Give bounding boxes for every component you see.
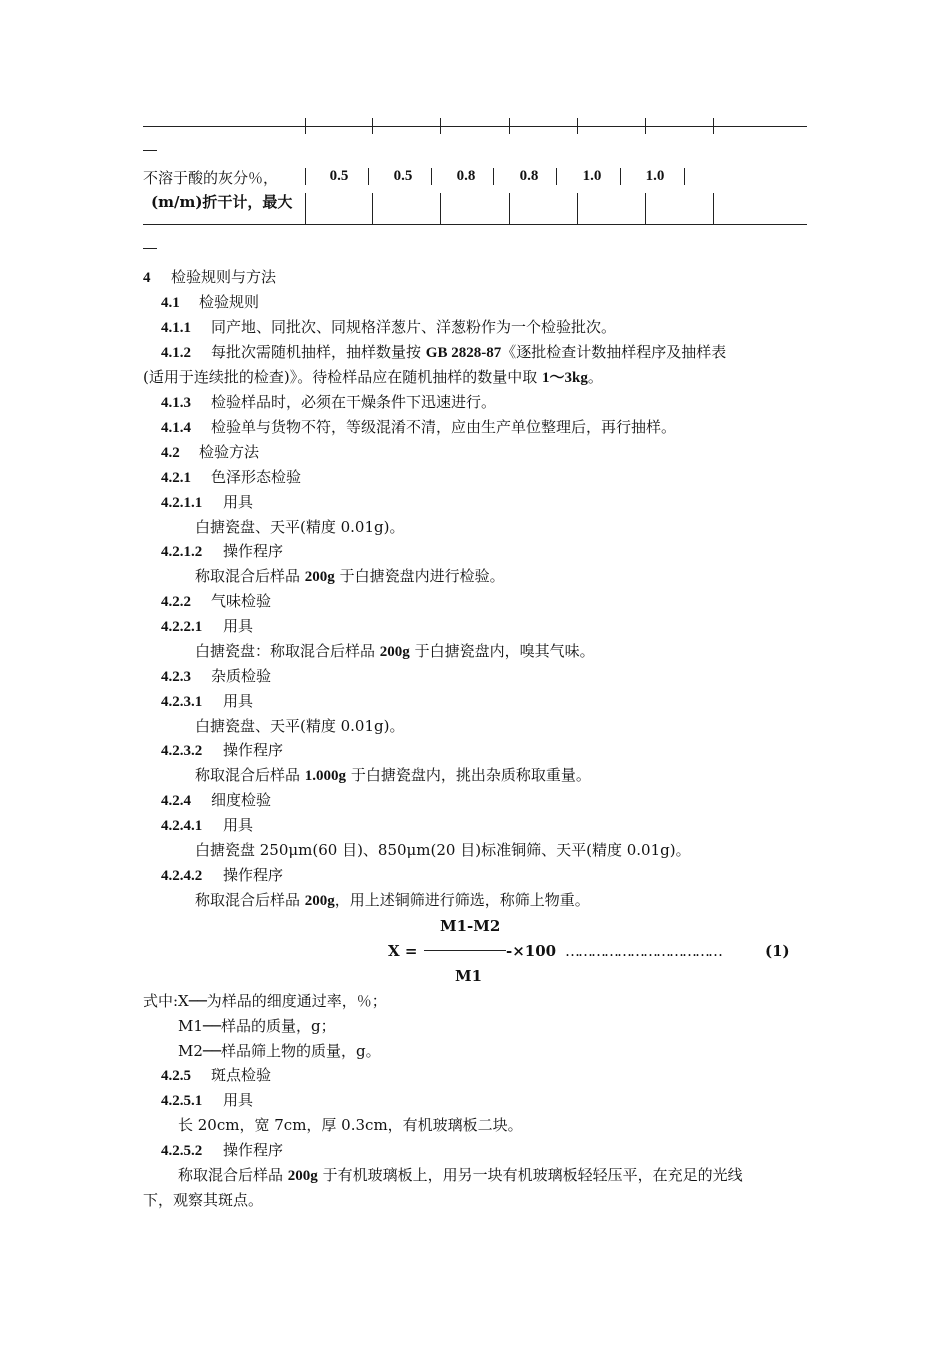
section-title: 操作程序 <box>223 866 284 884</box>
section-title: 色泽形态检验 <box>211 468 302 486</box>
heading-4-2-1-1 <box>161 492 253 513</box>
table-row-label-1: 不溶于酸的灰分％， <box>143 169 279 187</box>
para-text: 于白搪瓷盘内，挑出杂质称取重量。 <box>350 766 591 784</box>
table-tick <box>372 210 373 224</box>
heading-4-2-5 <box>161 1065 271 1086</box>
section-number: 4.1 <box>161 295 180 311</box>
amount: 1～3kg <box>542 370 588 386</box>
heading-4-1 <box>161 292 259 313</box>
table-rule-wrap-bottom <box>143 248 157 249</box>
para-procedure-5 <box>178 1165 743 1186</box>
section-number: 4.2.5.1 <box>161 1093 203 1109</box>
formula-rhs: -×100 <box>506 942 557 960</box>
formula-equation-number: (1) <box>765 942 790 960</box>
amount: 1.000g <box>304 768 347 784</box>
amount: 200g <box>304 569 335 585</box>
para-text: 称取混合后样品 <box>195 766 301 784</box>
para-text: 白搪瓷盘、天平(精度 0.01g)。 <box>195 717 405 735</box>
table-col-sep <box>493 168 494 185</box>
para-text: 。 <box>587 368 603 386</box>
amount: 200g <box>287 1168 318 1184</box>
table-cell-value: 1.0 <box>645 168 665 184</box>
heading-4-2-4-1 <box>161 815 253 836</box>
para-4-1-1 <box>161 317 616 338</box>
section-number: 4.2.4 <box>161 793 191 809</box>
para-tools-4 <box>195 840 691 860</box>
formula-numerator: M1-M2 <box>440 917 501 935</box>
heading-4-2-4-2 <box>161 865 283 886</box>
para-text: 《逐批检查计数抽样程序及抽样表 <box>501 343 727 361</box>
para-text: 检验单与货物不符，等级混淆不清，应由生产单位整理后，再行抽样。 <box>211 418 677 436</box>
table-col-sep <box>431 168 432 185</box>
para-4-1-2-cont <box>143 367 603 388</box>
where-m2: M2──样品筛上物的质量，g。 <box>178 1042 381 1060</box>
section-number: 4.2.5.2 <box>161 1143 203 1159</box>
section-title: 检验规则与方法 <box>171 268 277 286</box>
section-number: 4.1.1 <box>161 320 191 336</box>
table-col-sep <box>372 193 373 210</box>
table-tick <box>713 118 714 134</box>
heading-4-2-4 <box>161 790 271 811</box>
section-number: 4.2.3.2 <box>161 743 203 759</box>
table-tick <box>305 210 306 224</box>
para-procedure-5-cont: 下，观察其斑点。 <box>143 1191 264 1209</box>
heading-4 <box>143 267 276 288</box>
table-rule-top <box>143 126 807 127</box>
table-col-sep <box>684 168 685 185</box>
section-title: 杂质检验 <box>211 667 272 685</box>
heading-4-2-2-1 <box>161 616 253 637</box>
section-title: 检验方法 <box>199 443 260 461</box>
heading-4-2-5-2 <box>161 1140 283 1161</box>
para-4-1-4 <box>161 417 676 438</box>
table-tick <box>509 210 510 224</box>
section-title: 用具 <box>223 692 254 710</box>
para-text: 白搪瓷盘：称取混合后样品 <box>195 642 376 660</box>
para-tools-3 <box>195 716 404 736</box>
table-col-sep <box>305 168 306 185</box>
heading-4-2-3-1 <box>161 691 253 712</box>
para-text: 于白搪瓷盘内，嗅其气味。 <box>414 642 595 660</box>
formula-fraction-bar <box>424 950 506 951</box>
para-text: 于有机玻璃板上，用另一块有机玻璃板轻轻压平，在充足的光线 <box>322 1166 743 1184</box>
section-number: 4.1.3 <box>161 395 191 411</box>
para-tools-1 <box>195 517 404 537</box>
amount: 200g <box>379 644 410 660</box>
para-text: (适用于连续批的检查)》。待检样品应在随机抽样的数量中取 <box>143 368 538 386</box>
section-number: 4.2 <box>161 445 180 461</box>
table-cell-value: 0.8 <box>456 168 476 184</box>
formula-denominator: M1 <box>455 967 483 985</box>
para-tools-2 <box>195 641 595 662</box>
para-text: 称取混合后样品 <box>195 891 301 909</box>
table-tick <box>305 118 306 134</box>
ash-table <box>143 118 807 258</box>
table-col-sep <box>645 193 646 210</box>
para-4-1-3 <box>161 392 496 413</box>
section-number: 4.2.1 <box>161 470 191 486</box>
para-text: 称取混合后样品 <box>195 567 301 585</box>
para-tools-5: 长 20cm，宽 7cm，厚 0.3cm，有机玻璃板二块。 <box>178 1116 523 1134</box>
where-m1: M1──样品的质量，g； <box>178 1017 336 1035</box>
table-col-sep <box>713 193 714 210</box>
table-rule-bottom <box>143 224 807 225</box>
para-text: ，用上述铜筛进行筛选，称筛上物重。 <box>334 891 590 909</box>
section-title: 用具 <box>223 493 254 511</box>
table-cell-value: 0.5 <box>329 168 349 184</box>
section-number: 4.1.2 <box>161 345 191 361</box>
table-cell-value: 0.5 <box>393 168 413 184</box>
table-col-sep <box>509 193 510 210</box>
section-title: 用具 <box>223 617 254 635</box>
table-col-sep <box>440 193 441 210</box>
heading-4-2-5-1 <box>161 1090 253 1111</box>
section-title: 用具 <box>223 1091 254 1109</box>
para-4-1-2 <box>161 342 726 363</box>
table-tick <box>440 118 441 134</box>
table-tick <box>713 210 714 224</box>
para-text: 白搪瓷盘、天平(精度 0.01g)。 <box>195 518 405 536</box>
table-tick <box>372 118 373 134</box>
section-number: 4.2.4.1 <box>161 818 203 834</box>
heading-4-2-1 <box>161 467 301 488</box>
para-text: 每批次需随机抽样，抽样数量按 <box>211 343 422 361</box>
para-text: 白搪瓷盘 250μm(60 目)、850μm(20 目)标准铜筛、天平(精度 0.01g)。 <box>195 841 691 859</box>
table-col-sep <box>556 168 557 185</box>
section-number: 4.2.3.1 <box>161 694 203 710</box>
table-row-label-2: (m/m)折干计，最大 <box>151 193 293 211</box>
table-cell-value: 1.0 <box>582 168 602 184</box>
table-col-sep <box>620 168 621 185</box>
table-tick <box>509 118 510 134</box>
section-title: 用具 <box>223 816 254 834</box>
table-col-sep <box>368 168 369 185</box>
table-tick <box>645 210 646 224</box>
section-number: 4.2.1.1 <box>161 495 203 511</box>
section-number: 4.2.4.2 <box>161 868 203 884</box>
para-text: 于白搪瓷盘内进行检验。 <box>339 567 505 585</box>
para-procedure-4 <box>195 890 590 911</box>
table-tick <box>645 118 646 134</box>
section-number: 4.2.2 <box>161 594 191 610</box>
formula-dots: ……………………………… <box>565 942 721 960</box>
section-title: 检验规则 <box>199 293 260 311</box>
table-col-sep <box>577 193 578 210</box>
table-col-sep <box>305 193 306 210</box>
heading-4-2 <box>161 442 259 463</box>
section-number: 4.1.4 <box>161 420 191 436</box>
table-tick <box>577 118 578 134</box>
section-title: 气味检验 <box>211 592 272 610</box>
formula-lhs: X = <box>388 942 418 960</box>
para-text: 称取混合后样品 <box>178 1166 284 1184</box>
section-number: 4.2.3 <box>161 669 191 685</box>
section-title: 斑点检验 <box>211 1066 272 1084</box>
table-cell-value: 0.8 <box>519 168 539 184</box>
para-procedure-3 <box>195 765 591 786</box>
para-procedure-1 <box>195 566 505 587</box>
para-text: 同产地、同批次、同规格洋葱片、洋葱粉作为一个检验批次。 <box>211 318 617 336</box>
table-rule-wrap-top <box>143 150 157 151</box>
section-number: 4 <box>143 270 151 286</box>
amount: 200g <box>304 893 335 909</box>
section-number: 4.2.2.1 <box>161 619 203 635</box>
heading-4-2-2 <box>161 591 271 612</box>
section-number: 4.2.1.2 <box>161 544 203 560</box>
section-title: 操作程序 <box>223 542 284 560</box>
heading-4-2-3 <box>161 666 271 687</box>
section-title: 操作程序 <box>223 741 284 759</box>
table-tick <box>577 210 578 224</box>
heading-4-2-1-2 <box>161 541 283 562</box>
section-number: 4.2.5 <box>161 1068 191 1084</box>
section-title: 操作程序 <box>223 1141 284 1159</box>
standard-code: GB 2828-87 <box>425 345 502 361</box>
heading-4-2-3-2 <box>161 740 283 761</box>
table-tick <box>440 210 441 224</box>
section-title: 细度检验 <box>211 791 272 809</box>
where-clause: 式中:X──为样品的细度通过率，％； <box>143 992 387 1010</box>
para-text: 检验样品时，必须在干燥条件下迅速进行。 <box>211 393 497 411</box>
